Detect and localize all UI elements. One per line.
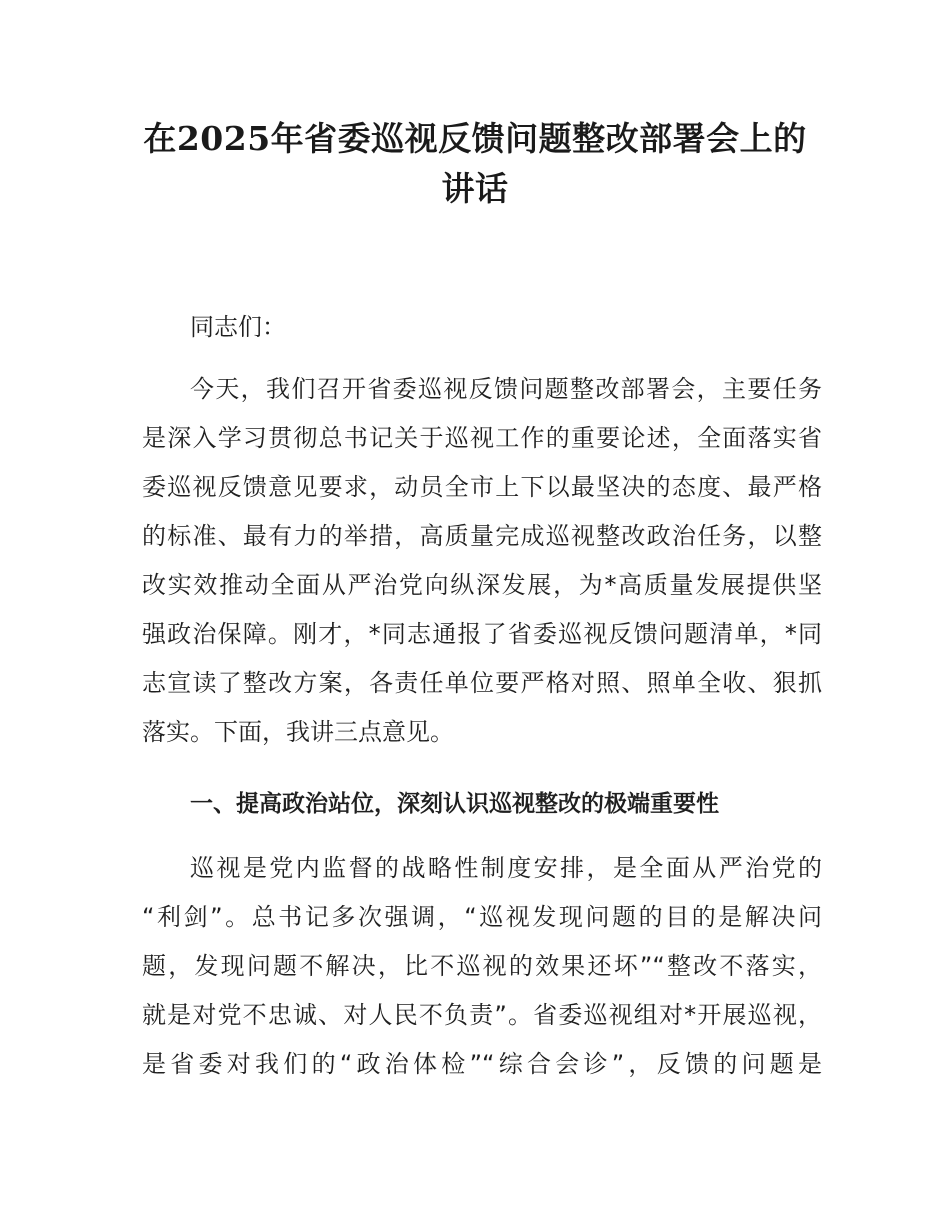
paragraph-2-line: 就是对党不忠诚、对人民不负责”。省委巡视组对*开展巡视， [142, 1001, 822, 1029]
paragraph-2-line: 巡视是党内监督的战略性制度安排，是全面从严治党的 [190, 854, 822, 882]
document-title-line-2: 讲话 [441, 169, 509, 208]
paragraph-1-line: 落实。下面，我讲三点意见。 [142, 718, 454, 746]
salutation: 同志们： [190, 313, 286, 341]
paragraph-2-line: 题，发现问题不解决，比不巡视的效果还坏”“整改不落实， [142, 952, 822, 980]
paragraph-1-line: 的标准、最有力的举措，高质量完成巡视整改政治任务，以整 [142, 522, 822, 550]
paragraph-1-line: 志宣读了整改方案，各责任单位要严格对照、照单全收、狠抓 [142, 669, 822, 697]
paragraph-1-line: 委巡视反馈意见要求，动员全市上下以最坚决的态度、最严格 [142, 473, 822, 501]
paragraph-2-line: “利剑”。总书记多次强调，“巡视发现问题的目的是解决问 [142, 903, 822, 931]
paragraph-1-line: 改实效推动全面从严治党向纵深发展，为*高质量发展提供坚 [142, 571, 822, 599]
document-title-line-1: 在2025年省委巡视反馈问题整改部署会上的 [143, 119, 807, 158]
section-heading-1: 一、提高政治站位，深刻认识巡视整改的极端重要性 [190, 791, 719, 817]
paragraph-1-line: 是深入学习贯彻总书记关于巡视工作的重要论述，全面落实省 [142, 424, 822, 452]
paragraph-2-line: 是省委对我们的“政治体检”“综合会诊”，反馈的问题是 [142, 1050, 822, 1078]
paragraph-1-line: 今天，我们召开省委巡视反馈问题整改部署会，主要任务 [190, 375, 822, 403]
paragraph-1-line: 强政治保障。刚才，*同志通报了省委巡视反馈问题清单，*同 [142, 620, 822, 648]
